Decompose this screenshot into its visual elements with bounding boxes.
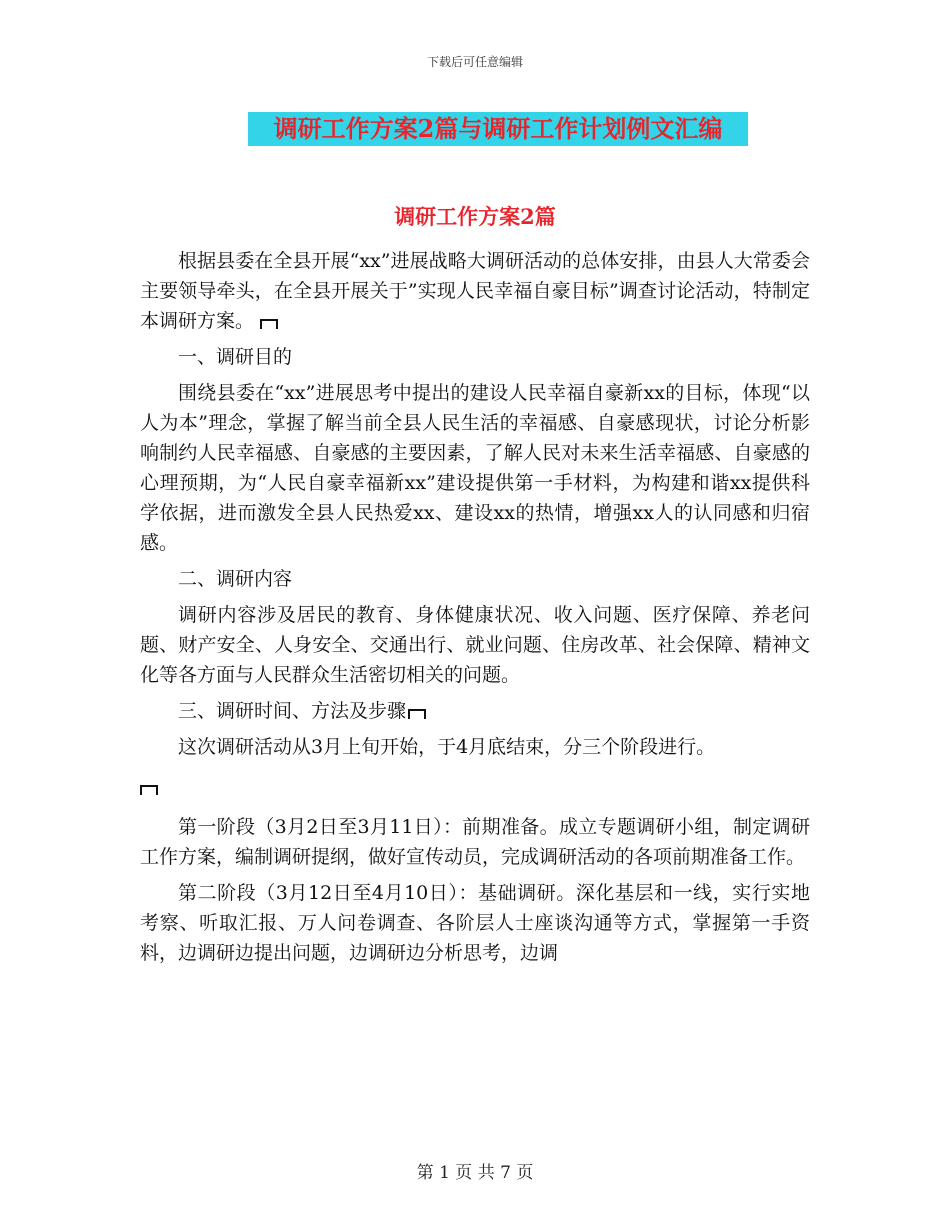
page-footer: 第 1 页 共 7 页 — [416, 1163, 534, 1183]
document-title — [248, 112, 748, 146]
heading-purpose: 一、调研目的 — [178, 346, 293, 368]
section-title: 调研工作方案2篇 — [394, 204, 556, 229]
bracket-mark-icon — [260, 319, 278, 329]
paragraph-intro-text: 根据县委在全县开展“xx”进展战略大调研活动的总体安排，由县人大常委会主要领导牵头，在全县开展关于”实现人民幸福自豪目标”调查讨论活动，特制定本调研方案。 — [140, 250, 810, 332]
paragraph-phase-one: 第一阶段（3月2日至3月11日）：前期准备。成立专题调研小组，制定调研工作方案，编制调研提纲，做好宣传动员，完成调研活动的各项前期准备工作。 — [140, 816, 810, 868]
document-body — [140, 246, 810, 974]
paragraph-schedule: 这次调研活动从3月上旬开始，于4月底结束，分三个阶段进行。 — [178, 736, 716, 758]
paragraph-content: 调研内容涉及居民的教育、身体健康状况、收入问题、医疗保障、养老问题、财产安全、人身安全、交通出行、就业问题、住房改革、社会保障、精神文化等各方面与人民群众生活密切相关的问题。 — [140, 604, 810, 686]
paragraph-intro — [140, 246, 810, 336]
paragraph-purpose: 围绕县委在“xx”进展思考中提出的建设人民幸福自豪新xx的目标，体现“以人为本”理念，掌握了解当前全县人民生活的幸福感、自豪感现状，讨论分析影响制约人民幸福感、自豪感的主要因素，了解人民对未来生活幸福感、自豪感的心理预期，为“人民自豪幸福新xx”建设提供第一手材料，为构建和谐xx提供科学依据，进而激发全县人民热爱xx、建设xx的热情，增强xx人的认同感和归宿感。 — [140, 382, 810, 554]
header-note: 下载后可任意编辑 — [426, 55, 523, 69]
heading-content: 二、调研内容 — [178, 568, 293, 590]
heading-schedule — [140, 696, 810, 726]
paragraph-phase-two: 第二阶段（3月12日至4月10日）：基础调研。深化基层和一线，实行实地考察、听取汇报、万人问卷调查、各阶层人士座谈沟通等方式，掌握第一手资料，边调研边提出问题，边调研边分析思考，边调 — [140, 882, 810, 964]
heading-schedule-text: 三、调研时间、方法及步骤 — [178, 700, 407, 722]
bracket-mark-icon — [140, 785, 158, 795]
bracket-mark-icon — [408, 709, 426, 719]
bracket-mark-line — [140, 772, 810, 802]
document-title-text: 调研工作方案2篇与调研工作计划例文汇编 — [273, 114, 723, 143]
